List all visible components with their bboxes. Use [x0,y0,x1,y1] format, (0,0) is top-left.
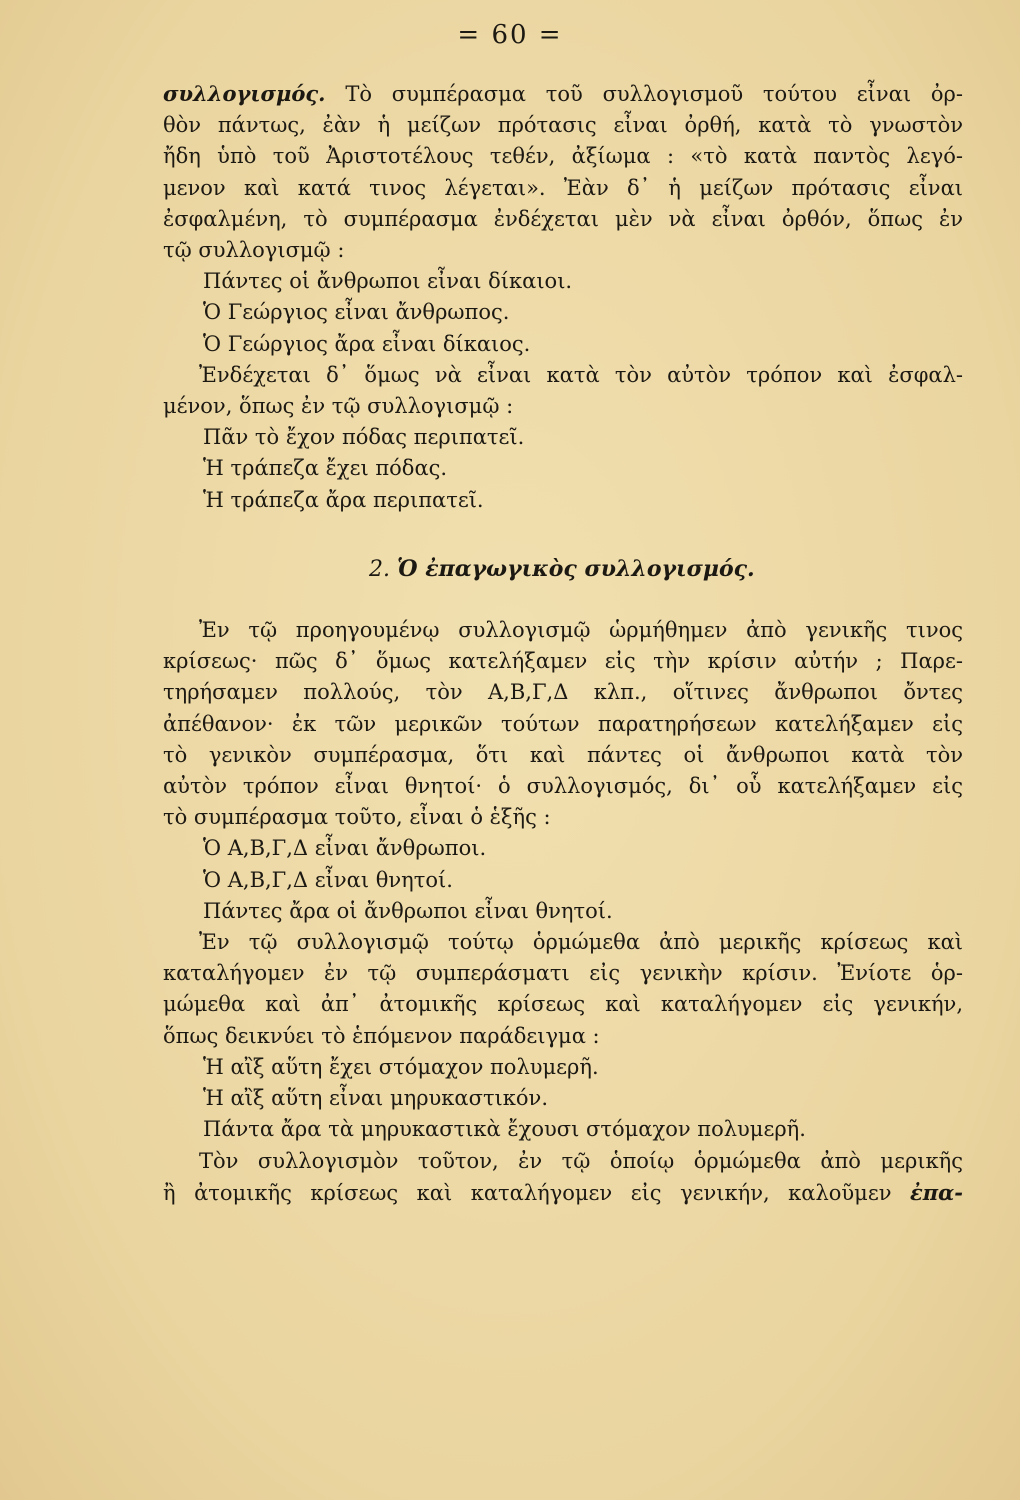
paragraph-4-line: καταλήγομεν ἐν τῷ συμπεράσματι εἰς γενικὴν κρίσιν. Ἐνίοτε ὁρ- [163,961,963,986]
syllogism-1-line: Πάντες οἱ ἄνθρωποι εἶναι δίκαιοι. [203,269,573,294]
paragraph-1-line-1: συλλογισμός. Τὸ συμπέρασμα τοῦ συλλογισμοῦ τούτου εἶναι ὀρ- [163,81,963,106]
paragraph-3-line: αὐτὸν τρόπον εἶναι θνητοί· ὁ συλλογισμός, δι᾿ οὗ κατελήξαμεν εἰς [163,774,963,799]
paragraph-3-line: τὸ γενικὸν συμπέρασμα, ὅτι καὶ πάντες οἱ ἄνθρωποι κατὰ τὸν [163,742,963,767]
page-text [163,78,963,1209]
section-heading [163,554,963,585]
paragraph-4-line: ὅπως δεικνύει τὸ ἑπόμενον παράδειγμα : [163,1023,600,1048]
syllogism-2-line: Πᾶν τὸ ἔχον πόδας περιπατεῖ. [203,425,525,450]
syllogism-4-line: Πάντα ἄρα τὰ μηρυκαστικὰ ἔχουσι στόμαχον πολυμερῆ. [203,1117,806,1142]
paragraph-3-line: Ἐν τῷ προηγουμένῳ συλλογισμῷ ὡρμήθημεν ἀπὸ γενικῆς τινος [199,618,963,643]
paragraph-5-line-1: Τὸν συλλογισμὸν τοῦτον, ἐν τῷ ὁποίῳ ὁρμώμεθα ἀπὸ μερικῆς [199,1148,963,1173]
page-number: = 60 = [457,20,563,50]
syllogism-1-line: Ὁ Γεώργιος εἶναι ἄνθρωπος. [203,300,510,325]
syllogism-1-line: Ὁ Γεώργιος ἄρα εἶναι δίκαιος. [203,331,531,356]
syllogism-2-line: Ἡ τράπεζα ἄρα περιπατεῖ. [203,487,484,512]
paragraph-1-line-6: τῷ συλλογισμῷ : [163,238,345,263]
syllogism-3-line: Ὁ Α,Β,Γ,Δ εἶναι ἄνθρωποι. [203,836,487,861]
syllogism-3-line: Ὁ Α,Β,Γ,Δ εἶναι θνητοί. [203,867,453,892]
paragraph-4-line: Ἐν τῷ συλλογισμῷ τούτῳ ὁρμώμεθα ἀπὸ μερικῆς κρίσεως καὶ [199,930,963,955]
paragraph-5-line-2: ἢ ἀτομικῆς κρίσεως καὶ καταλήγομεν εἰς γενικήν, καλοῦμεν ἐπα- [163,1179,963,1205]
section-number: 2. [369,556,390,582]
keyword-epagogikos-start: ἐπα- [909,1179,963,1205]
paragraph-1-line-3: ἤδη ὑπὸ τοῦ Ἀριστοτέλους τεθέν, ἀξίωμα : «τὸ κατὰ παντὸς λεγό- [163,144,963,169]
paragraph-2-line-1: Ἐνδέχεται δ᾿ ὅμως νὰ εἶναι κατὰ τὸν αὐτὸν τρόπον καὶ ἐσφαλ- [199,362,963,387]
paragraph-1-line-5: ἐσφαλμένη, τὸ συμπέρασμα ἐνδέχεται μὲν νὰ εἶναι ὀρθόν, ὅπως ἐν [163,206,963,231]
paragraph-4-line: μώμεθα καὶ ἀπ᾿ ἀτομικῆς κρίσεως καὶ καταλήγομεν εἰς γενικήν, [163,992,963,1017]
paragraph-3-line: ἀπέθανον· ἐκ τῶν μερικῶν τούτων παρατηρήσεων κατελήξαμεν εἰς [163,711,963,736]
syllogism-2-line: Ἡ τράπεζα ἔχει πόδας. [203,456,448,481]
keyword-syllogismos: συλλογισμός. [163,81,326,106]
syllogism-4-line: Ἡ αἲξ αὕτη ἔχει στόμαχον πολυμερῆ. [203,1054,599,1079]
paragraph-3-line: κρίσεως· πῶς δ᾿ ὅμως κατελήξαμεν εἰς τὴν κρίσιν αὐτήν ; Παρε- [163,649,963,674]
section-title: Ὁ ἐπαγωγικὸς συλλογισμός. [397,555,755,582]
syllogism-3-line: Πάντες ἄρα οἱ ἄνθρωποι εἶναι θνητοί. [203,898,613,923]
paragraph-2-line-2: μένον, ὅπως ἐν τῷ συλλογισμῷ : [163,394,514,419]
paragraph-1-line-2: θὸν πάντως, ἐὰν ἡ μείζων πρότασις εἶναι ὀρθή, κατὰ τὸ γνωστὸν [163,113,963,138]
paragraph-1-line-4: μενον καὶ κατά τινος λέγεται». Ἐὰν δ᾿ ἡ μείζων πρότασις εἶναι [163,175,963,200]
syllogism-4-line: Ἡ αἲξ αὕτη εἶναι μηρυκαστικόν. [203,1086,549,1111]
paragraph-3-line: τὸ συμπέρασμα τοῦτο, εἶναι ὁ ἑξῆς : [163,805,551,830]
paragraph-3-line: τηρήσαμεν πολλούς, τὸν Α,Β,Γ,Δ κλπ., οἵτινες ἄνθρωποι ὄντες [163,680,963,705]
